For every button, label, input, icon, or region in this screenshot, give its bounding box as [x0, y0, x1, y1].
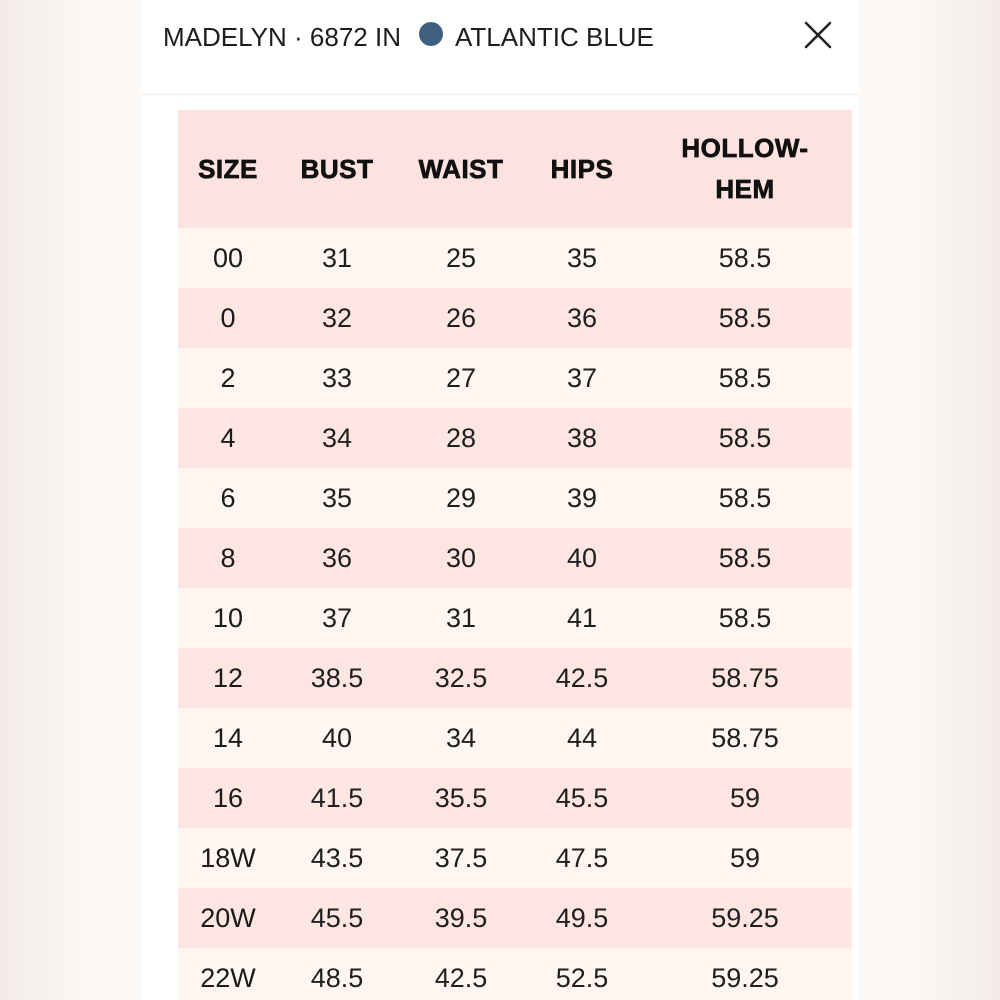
close-button[interactable] [797, 14, 839, 56]
column-header-bust: BUST [300, 153, 374, 184]
size-cell: 0 [220, 302, 236, 333]
bust-cell: 45.5 [310, 902, 364, 933]
hips-cell: 44 [566, 722, 598, 753]
size-cell: 4 [220, 422, 236, 453]
table-row [178, 768, 852, 828]
size-cell: 2 [220, 362, 236, 393]
waist-cell: 34 [445, 722, 477, 753]
hollow-hem-cell: 59.25 [711, 962, 779, 993]
table-row [178, 888, 852, 948]
table-row [178, 648, 852, 708]
table-row [178, 348, 852, 408]
style-number: 6872 IN [309, 21, 401, 52]
table-row [178, 948, 852, 1000]
table-row [178, 288, 852, 348]
waist-cell: 25 [445, 242, 477, 273]
size-cell: 00 [212, 242, 244, 273]
bust-cell: 36 [321, 542, 353, 573]
color-swatch [419, 22, 443, 46]
column-header-waist: WAIST [418, 153, 504, 184]
waist-cell: 30 [445, 542, 477, 573]
column-header-hollow-line-2: HEM [715, 174, 775, 204]
bust-cell: 34 [321, 422, 353, 453]
hips-cell: 49.5 [555, 902, 609, 933]
waist-cell: 42.5 [434, 962, 488, 993]
size-cell: 20W [200, 902, 256, 933]
size-cell: 22W [200, 962, 256, 993]
hollow-hem-cell: 58.75 [711, 722, 779, 753]
bust-cell: 32 [321, 302, 353, 333]
size-chart-table [178, 110, 852, 1000]
size-cell: 8 [220, 542, 236, 573]
waist-cell: 29 [445, 482, 477, 513]
column-header-hollow-line-1: HOLLOW- [681, 133, 809, 163]
bust-cell: 33 [321, 362, 353, 393]
product-title [163, 21, 654, 53]
hips-cell: 42.5 [555, 662, 609, 693]
size-chart-modal [141, 0, 859, 1000]
size-cell: 16 [212, 782, 244, 813]
hips-cell: 40 [566, 542, 598, 573]
bust-cell: 37 [321, 602, 353, 633]
waist-cell: 27 [445, 362, 477, 393]
hips-cell: 47.5 [555, 842, 609, 873]
waist-cell: 39.5 [434, 902, 488, 933]
hips-cell: 45.5 [555, 782, 609, 813]
hollow-hem-cell: 58.5 [718, 542, 772, 573]
title-separator: · [294, 21, 303, 52]
waist-cell: 31 [445, 602, 477, 633]
waist-cell: 35.5 [434, 782, 488, 813]
bust-cell: 38.5 [310, 662, 364, 693]
hollow-hem-cell: 58.5 [718, 482, 772, 513]
waist-cell: 37.5 [434, 842, 488, 873]
bust-cell: 35 [321, 482, 353, 513]
table-row [178, 528, 852, 588]
product-name: MADELYN [163, 21, 287, 52]
table-row [178, 828, 852, 888]
size-cell: 6 [220, 482, 236, 513]
hollow-hem-cell: 58.5 [718, 602, 772, 633]
hollow-hem-cell: 58.5 [718, 422, 772, 453]
column-header-hips: HIPS [550, 153, 614, 184]
hollow-hem-cell: 59.25 [711, 902, 779, 933]
hollow-hem-cell: 59 [729, 782, 761, 813]
hollow-hem-cell: 58.75 [711, 662, 779, 693]
bust-cell: 41.5 [310, 782, 364, 813]
close-icon [797, 14, 839, 56]
bust-cell: 43.5 [310, 842, 364, 873]
table-row [178, 228, 852, 288]
hollow-hem-cell: 58.5 [718, 242, 772, 273]
waist-cell: 28 [445, 422, 477, 453]
column-header-size: SIZE [198, 153, 258, 184]
size-cell: 12 [212, 662, 244, 693]
size-chart [178, 110, 852, 1000]
table-row [178, 708, 852, 768]
hips-cell: 35 [566, 242, 598, 273]
table-row [178, 408, 852, 468]
bust-cell: 48.5 [310, 962, 364, 993]
hips-cell: 52.5 [555, 962, 609, 993]
hips-cell: 39 [566, 482, 598, 513]
column-header-hollow-hem [638, 110, 852, 228]
table-body [178, 228, 852, 1000]
hollow-hem-cell: 58.5 [718, 302, 772, 333]
table-row [178, 468, 852, 528]
hips-cell: 37 [566, 362, 598, 393]
hips-cell: 41 [566, 602, 598, 633]
size-cell: 10 [212, 602, 244, 633]
waist-cell: 32.5 [434, 662, 488, 693]
color-name: ATLANTIC BLUE [455, 21, 654, 52]
hips-cell: 38 [566, 422, 598, 453]
size-cell: 14 [212, 722, 244, 753]
table-header-row [178, 110, 852, 228]
bust-cell: 40 [321, 722, 353, 753]
hollow-hem-cell: 58.5 [718, 362, 772, 393]
bust-cell: 31 [321, 242, 353, 273]
table-row [178, 588, 852, 648]
waist-cell: 26 [445, 302, 477, 333]
hollow-hem-cell: 59 [729, 842, 761, 873]
hips-cell: 36 [566, 302, 598, 333]
modal-header [141, 0, 859, 95]
size-cell: 18W [200, 842, 256, 873]
